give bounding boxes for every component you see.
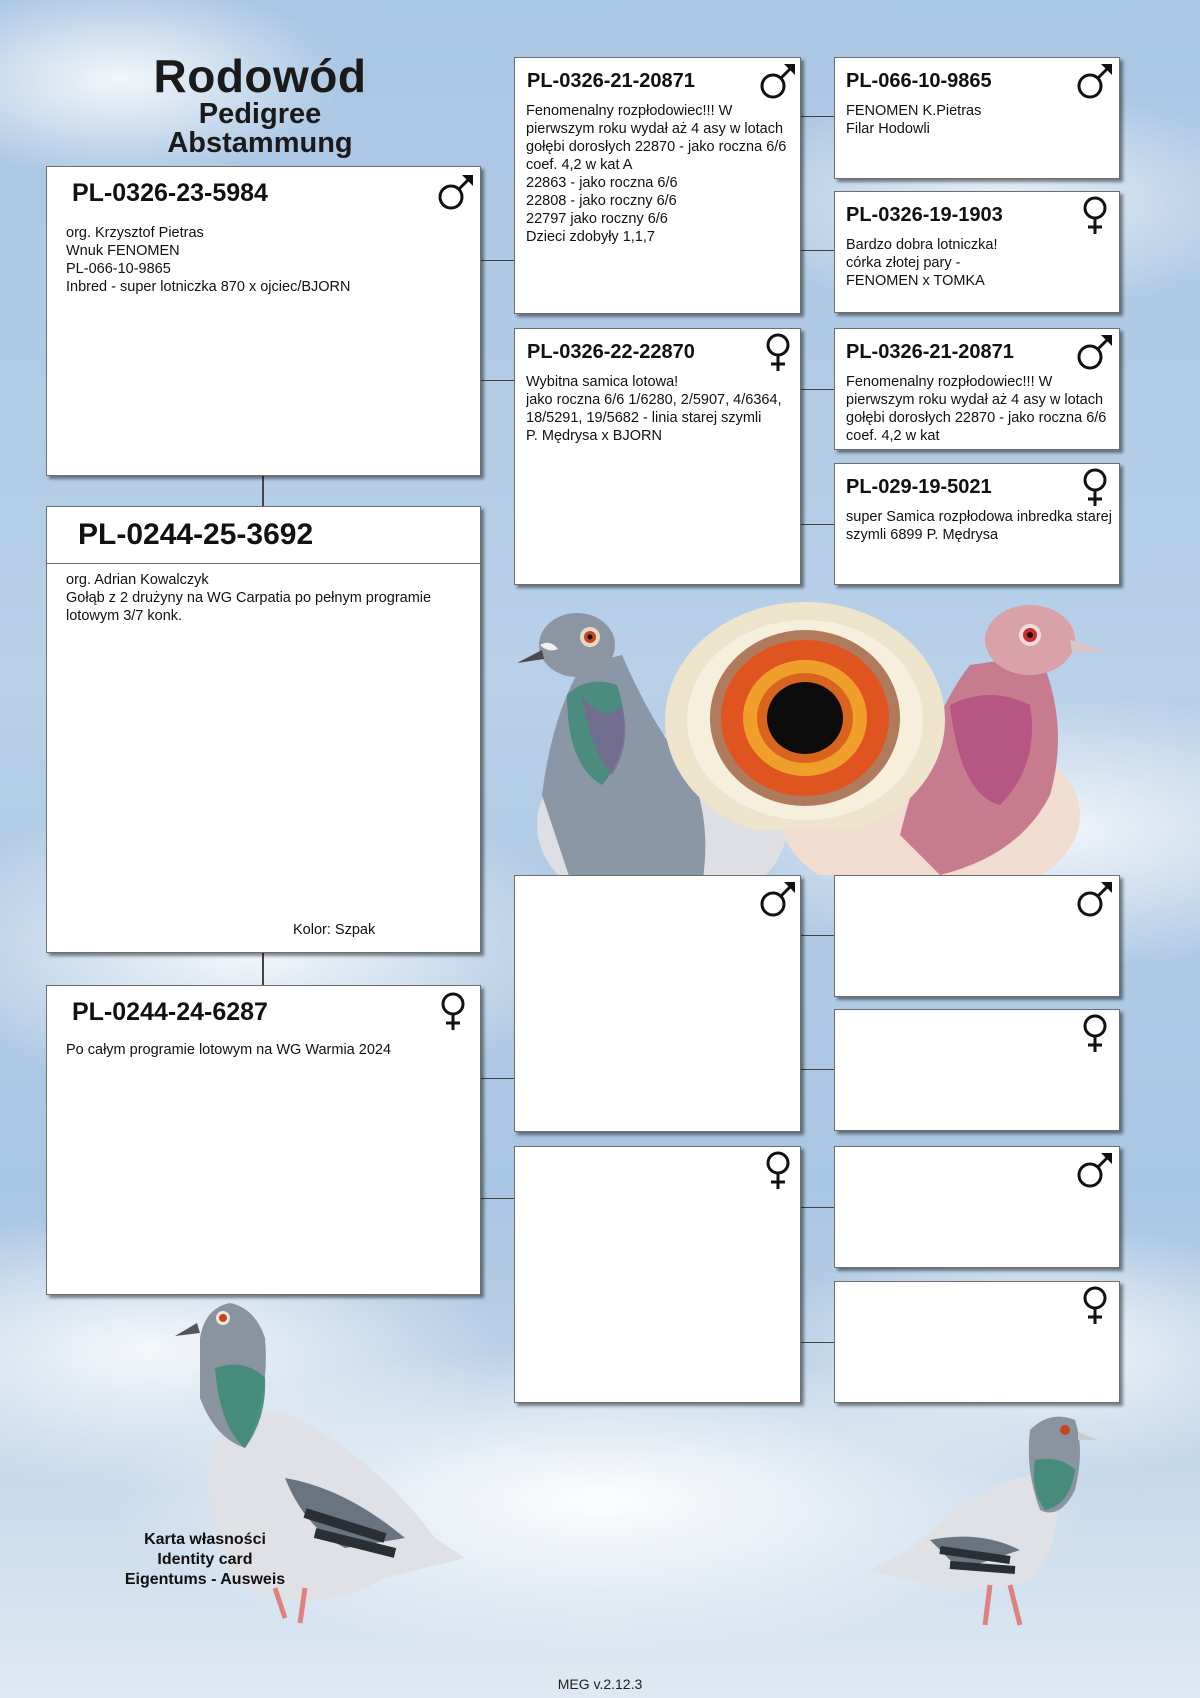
grandmother-maternal-card (514, 1146, 801, 1403)
great-grandparent-description (846, 1326, 1114, 1398)
title-english: Pedigree (198, 98, 322, 130)
great-grandparent-description (846, 1054, 1114, 1126)
connector-line (481, 260, 514, 261)
female-icon (1074, 194, 1116, 236)
great-grandparent-card (834, 875, 1120, 997)
subject-description: org. Adrian Kowalczyk Gołąb z 2 drużyny na WG Carpatia po pełnym programie lotowym 3/7 konk. (66, 572, 432, 624)
pigeon-eye-closeup (665, 600, 955, 830)
female-icon (757, 1149, 799, 1191)
pedigree-title (140, 52, 380, 158)
great-grandparent-description (846, 1191, 1114, 1263)
mother-description: Po całym programie lotowym na WG Warmia 2024 (66, 1042, 392, 1058)
connector-line (801, 116, 834, 117)
connector-line (481, 380, 514, 381)
female-icon (1074, 466, 1116, 508)
great-grandparent-card (834, 57, 1120, 179)
great-grandparent-description: FENOMEN K.Pietras Filar Hodowli (846, 103, 982, 137)
connector-line (801, 1207, 834, 1208)
connector-line (262, 476, 264, 506)
grandparent-description (526, 920, 794, 1120)
great-grandparent-ring-number: PL-029-19-5021 (846, 476, 992, 498)
father-description: org. Krzysztof Pietras Wnuk FENOMEN PL-066-10-9865 Inbred - super lotniczka 870 x ojciec/BJORN (66, 225, 351, 295)
grandparent-description (526, 1191, 794, 1391)
female-icon (757, 331, 799, 373)
connector-line (481, 1078, 514, 1079)
mother-ring-number: PL-0244-24-6287 (72, 998, 268, 1026)
male-icon (1074, 60, 1116, 102)
identity-card-polish: Karta własności (144, 1531, 266, 1548)
great-grandparent-card (834, 328, 1120, 450)
grandparent-description: Fenomenalny rozpłodowiec!!! W pierwszym roku wydał aż 4 asy w lotach gołębi dorosłych 22870 - jako roczna 6/6 coef. 4,2 w kat A 22863 - jako roczna 6/6 22808 - jako roczny 6/6 22797 jako roczny 6/6 Dzieci zdobyły 1,1,7 (526, 103, 787, 245)
identity-card-german: Eigentums - Ausweis (124, 1571, 286, 1588)
version-label: MEG v.2.12.3 (557, 1676, 643, 1692)
grandparent-ring-number: PL-0326-21-20871 (527, 70, 695, 92)
great-grandparent-description (846, 920, 1114, 992)
great-grandparent-description: Bardzo dobra lotniczka! córka złotej pary - FENOMEN x TOMKA (846, 237, 998, 289)
grandparent-ring-number: PL-0326-22-22870 (527, 341, 695, 363)
subject-header-divider (47, 563, 480, 564)
great-grandparent-ring-number: PL-066-10-9865 (846, 70, 992, 92)
father-card (46, 166, 481, 476)
connector-line (801, 389, 834, 390)
great-grandparent-card (834, 191, 1120, 313)
connector-line (801, 524, 834, 525)
title-german: Abstammung (167, 127, 353, 159)
subject-color: Kolor: Szpak (293, 922, 376, 938)
male-icon (1074, 331, 1116, 373)
connector-line (262, 953, 264, 985)
great-grandparent-card (834, 463, 1120, 585)
male-icon (757, 60, 799, 102)
identity-card-english: Identity card (157, 1551, 253, 1568)
father-ring-number: PL-0326-23-5984 (72, 179, 268, 207)
male-icon (1074, 878, 1116, 920)
great-grandparent-ring-number: PL-0326-21-20871 (846, 341, 1014, 363)
connector-line (801, 1342, 834, 1343)
mother-card (46, 985, 481, 1295)
male-icon (757, 878, 799, 920)
great-grandparent-card (834, 1281, 1120, 1403)
grandmother-paternal-card (514, 328, 801, 585)
female-icon (1074, 1012, 1116, 1054)
connector-line (801, 935, 834, 936)
great-grandparent-description: Fenomenalny rozpłodowiec!!! W pierwszym roku wydał aż 4 asy w lotach gołębi dorosłych 22870 - jako roczna 6/6 coef. 4,2 w kat (846, 374, 1107, 444)
grandfather-paternal-card (514, 57, 801, 314)
great-grandparent-ring-number: PL-0326-19-1903 (846, 204, 1003, 226)
male-icon (435, 171, 477, 213)
grandparent-description: Wybitna samica lotowa! jako roczna 6/6 1/6280, 2/5907, 4/6364, 18/5291, 19/5682 - linia starej szymli P. Mędrysa x BJORN (526, 374, 782, 444)
female-icon (432, 990, 474, 1032)
subject-ring-number: PL-0244-25-3692 (78, 518, 314, 551)
great-grandparent-card (834, 1009, 1120, 1131)
title-polish: Rodowód (153, 50, 367, 102)
identity-card-label (95, 1530, 315, 1590)
female-icon (1074, 1284, 1116, 1326)
connector-line (481, 1198, 514, 1199)
pigeon-standing-right (870, 1410, 1130, 1635)
subject-card (46, 506, 481, 953)
great-grandparent-card (834, 1146, 1120, 1268)
great-grandparent-description: super Samica rozpłodowa inbredka starej szymli 6899 P. Mędrysa (846, 509, 1112, 543)
male-icon (1074, 1149, 1116, 1191)
connector-line (801, 1069, 834, 1070)
connector-line (801, 250, 834, 251)
grandfather-maternal-card (514, 875, 801, 1132)
